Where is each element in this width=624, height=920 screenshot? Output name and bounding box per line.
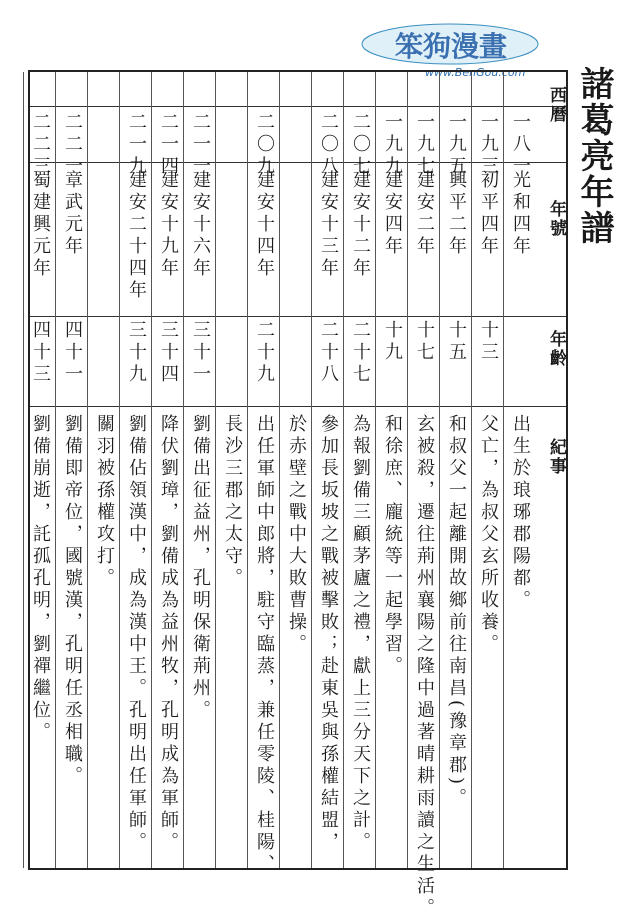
cell-age: 十五 xyxy=(446,320,467,364)
cell-event: 劉備出征益州，孔明保衛荊州。 xyxy=(190,414,211,722)
chronology-table xyxy=(28,70,568,920)
cell-era: 建安二十四年 xyxy=(126,170,147,302)
cell-year: 一八一 xyxy=(510,112,531,178)
cell-event: 長沙三郡之太守。 xyxy=(222,414,243,590)
cell-event: 劉備即帝位，國號漢，孔明任丞相職。 xyxy=(62,414,83,788)
table-row xyxy=(407,72,439,920)
table-row xyxy=(151,72,183,868)
cell-event: 於赤壁之戰中大敗曹操。 xyxy=(286,414,307,656)
cell-year: 二〇七 xyxy=(350,112,371,178)
header-event: 紀事 xyxy=(546,438,566,476)
table-row xyxy=(23,72,55,868)
cell-age: 二十八 xyxy=(318,320,339,386)
cell-event: 父亡，為叔父玄所收養。 xyxy=(478,414,499,656)
cell-year: 二〇九 xyxy=(254,112,275,178)
cell-age: 二十九 xyxy=(254,320,275,386)
cell-event: 劉備佔領漢中，成為漢中王。孔明出任軍師。 xyxy=(126,414,147,854)
cell-age: 四十三 xyxy=(30,320,51,386)
table-row xyxy=(311,72,343,868)
cell-era: 初平四年 xyxy=(478,170,499,258)
cell-event: 降伏劉璋，劉備成為益州牧，孔明成為軍師。 xyxy=(158,414,179,854)
cell-era: 光和四年 xyxy=(510,170,531,258)
table-row xyxy=(503,72,535,868)
cell-year: 一九三 xyxy=(478,112,499,178)
cell-era: 蜀建興元年 xyxy=(30,170,51,280)
cell-age: 三十一 xyxy=(190,320,211,386)
header-era: 年號 xyxy=(546,200,566,238)
cell-era: 建安二年 xyxy=(414,170,435,258)
table-row xyxy=(439,72,471,868)
table-row xyxy=(55,72,87,868)
table-row xyxy=(375,72,407,868)
cell-year: 二二三 xyxy=(30,112,51,178)
cell-year: 一九七 xyxy=(414,112,435,178)
cell-year: 二一四 xyxy=(158,112,179,178)
table-row xyxy=(215,72,247,868)
cell-event: 出任軍師中郎將，駐守臨蒸，兼任零陵、桂陽、 xyxy=(254,414,275,876)
table-row xyxy=(247,72,279,876)
watermark-url: www.BenGou.com xyxy=(425,66,526,79)
cell-age: 三十九 xyxy=(126,320,147,386)
cell-age: 十九 xyxy=(382,320,403,364)
page-title: 諸葛亮年譜 xyxy=(574,66,614,246)
cell-era: 建安十二年 xyxy=(350,170,371,280)
cell-year: 二二一 xyxy=(62,112,83,178)
table-row xyxy=(471,72,503,868)
cell-year: 二一一 xyxy=(190,112,211,178)
cell-age: 十七 xyxy=(414,320,435,364)
cell-age: 三十四 xyxy=(158,320,179,386)
watermark-brand: 笨狗漫畫 xyxy=(395,30,508,63)
cell-age: 十三 xyxy=(478,320,499,364)
cell-event: 和徐庶、龐統等一起學習。 xyxy=(382,414,403,678)
table-row xyxy=(279,72,311,868)
cell-era: 建安十九年 xyxy=(158,170,179,280)
cell-event: 和叔父一起離開故鄉前往南昌(豫章郡)。 xyxy=(446,414,467,811)
cell-era: 興平二年 xyxy=(446,170,467,258)
cell-event: 關羽被孫權攻打。 xyxy=(94,414,115,590)
header-age: 年齡 xyxy=(546,330,566,368)
table-row xyxy=(87,72,119,868)
cell-era: 建安四年 xyxy=(382,170,403,258)
cell-event: 為報劉備三顧茅廬之禮，獻上三分天下之計。 xyxy=(350,414,371,854)
cell-year: 一九九 xyxy=(382,112,403,178)
cell-event: 玄被殺，遷往荊州襄陽之隆中過著晴耕雨讀之生活。 xyxy=(414,414,435,920)
cell-year: 二一九 xyxy=(126,112,147,178)
cell-age: 四十一 xyxy=(62,320,83,386)
cell-era: 建安十三年 xyxy=(318,170,339,280)
cell-year: 二〇八 xyxy=(318,112,339,178)
cell-event: 出生於琅琊郡陽都。 xyxy=(510,414,531,612)
cell-era: 章武元年 xyxy=(62,170,83,258)
cell-event: 參加長坂坡之戰被擊敗；赴東吳與孫權結盟， xyxy=(318,414,339,854)
table-row xyxy=(343,72,375,868)
cell-era: 建安十六年 xyxy=(190,170,211,280)
cell-age: 二十七 xyxy=(350,320,371,386)
table-row xyxy=(183,72,215,868)
cell-year: 一九五 xyxy=(446,112,467,178)
header-year: 西曆 xyxy=(546,86,566,124)
cell-era: 建安十四年 xyxy=(254,170,275,280)
cell-event: 劉備崩逝，託孤孔明，劉禪繼位。 xyxy=(30,414,51,744)
table-row xyxy=(119,72,151,868)
